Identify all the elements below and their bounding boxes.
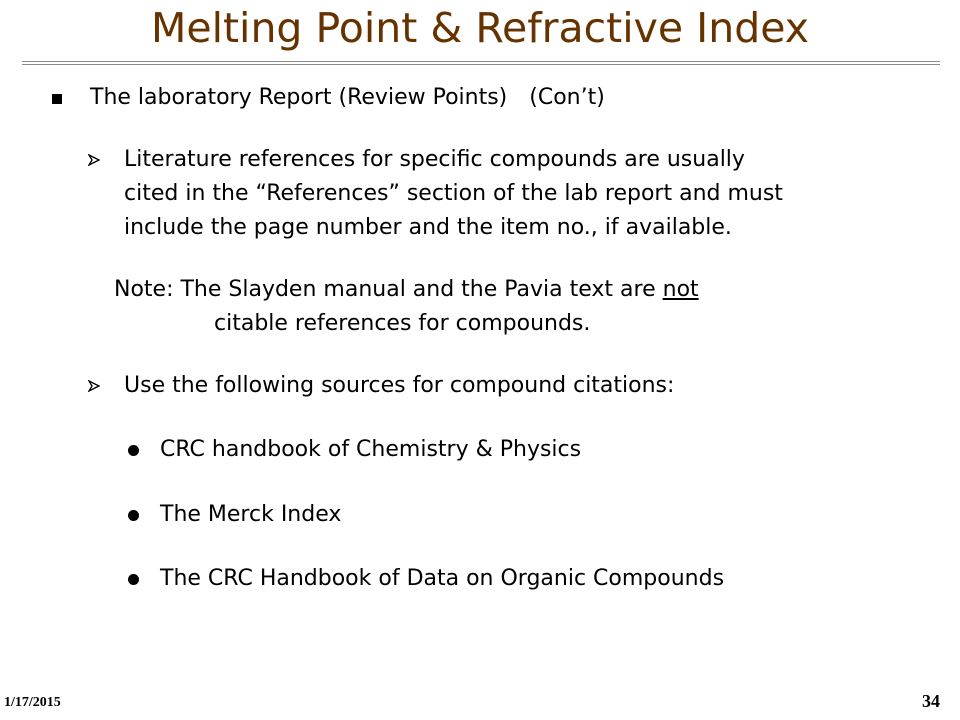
point1-line: include the page number and the item no., if available. <box>124 215 732 240</box>
point1-line: Literature references for specific compounds are usually <box>124 147 745 172</box>
literature-references-point <box>124 143 783 245</box>
arrow-bullet-icon <box>88 380 100 392</box>
level1-bullet-text <box>90 80 605 116</box>
round-bullet-icon <box>128 510 139 521</box>
note-text-continued: citable references for compounds. <box>214 311 591 336</box>
source-item: The CRC Handbook of Data on Organic Compounds <box>160 566 725 591</box>
page-number: 34 <box>922 691 940 711</box>
source-item: The Merck Index <box>160 502 342 527</box>
note-block <box>114 273 699 341</box>
level1-heading: The laboratory Report (Review Points) <box>90 85 508 110</box>
note-text: Note: The Slayden manual and the Pavia text are <box>114 277 663 302</box>
note-line-1 <box>114 273 699 307</box>
arrow-bullet-icon <box>88 154 100 166</box>
sources-point: Use the following sources for compound citations: <box>124 373 675 398</box>
title-divider-top <box>22 61 940 62</box>
round-bullet-icon <box>128 574 139 585</box>
slide-title: Melting Point & Refractive Index <box>150 4 810 52</box>
level1-continued: (Con’t) <box>529 85 605 110</box>
source-item: CRC handbook of Chemistry & Physics <box>160 437 582 462</box>
footer-date: 1/17/2015 <box>4 695 61 710</box>
point1-line: cited in the “References” section of the lab report and must <box>124 181 783 206</box>
note-underlined-word: not <box>662 277 699 302</box>
note-line-2 <box>114 307 699 341</box>
square-bullet-icon <box>52 94 62 104</box>
title-divider-bottom <box>22 64 940 65</box>
round-bullet-icon <box>128 445 139 456</box>
